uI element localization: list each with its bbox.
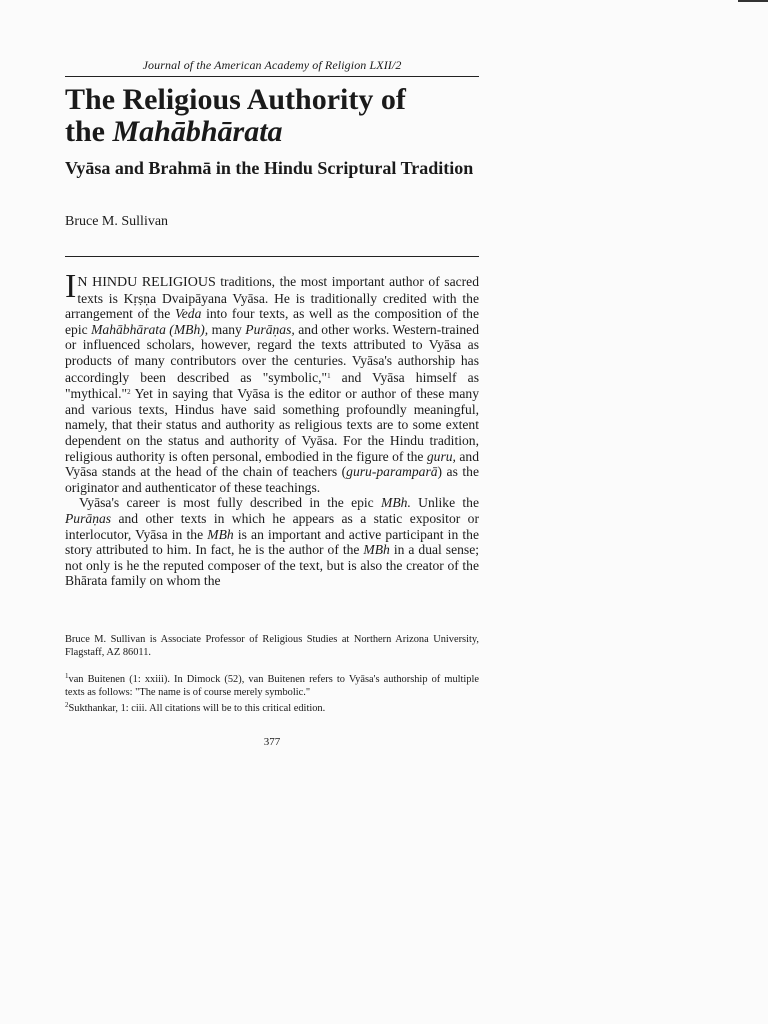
p1-italic-veda: Veda [174, 306, 202, 322]
p1-text-2: into four texts, as well as the composition of the epic [65, 306, 480, 337]
p2-text-4: is an important and active participant in the story attributed to him. In fact, he is the author of the [65, 526, 480, 558]
p1-text-6: Yet in saying that Vyāsa is the editor or author of these many and various texts, Hindus have said something profoundly meaningful, namely, that their status and authority as religious texts are to some extent dependent on the status and authority of Vyāsa. For the Hindu tradition, religious authority is often personal, embodied in the figure of the [65, 386, 479, 464]
body-paragraph-1 [65, 268, 480, 495]
p1-text-4: and other works. Western-trained or influenced scholars, however, regard the texts attributed to Vyāsa as products of many contributors over the centuries. Vyāsa's authorship has accordingly been described as "symbolic," [65, 321, 479, 385]
header-rule [65, 76, 479, 77]
running-head: Journal of the American Academy of Religion LXII/2 [142, 58, 402, 72]
author-bio-note: Bruce M. Sullivan is Associate Professor of Religious Studies at Northern Arizona University, Flagstaff, AZ 86011. [65, 634, 479, 658]
article-subtitle: Vyāsa and Brahmā in the Hindu Scriptural Tradition [65, 158, 474, 178]
p2-italic-mbh-3: MBh [363, 542, 390, 558]
footnote-2-number: 2 [65, 701, 69, 709]
p1-text-8: ) as the originator and authenticator of these teachings. [65, 464, 479, 495]
p1-italic-puranas: Purāṇas, [245, 321, 295, 337]
footnote-2 [65, 699, 479, 716]
p1-text-5: and Vyāsa himself as "mythical." [65, 369, 479, 402]
p2-italic-mbh-2: MBh [207, 526, 234, 542]
body-paragraph-2 [65, 495, 479, 589]
p1-text-3: many [208, 321, 246, 337]
p2-text-5: in a dual sense; not only is he the reputed composer of the text, but is also the creator of the Bhārata family on whom the [65, 542, 480, 589]
footnote-1 [65, 670, 479, 699]
footnote-1-text: van Buitenen (1: xxiii). In Dimock (52), van Buitenen refers to Vyāsa's authorship of multiple texts as follows: "The name is of course merely symbolic." [65, 674, 479, 698]
footnote-2-text: Sukthankar, 1: ciii. All citations will be to this critical edition. [68, 703, 326, 714]
p1-italic-mahabharata: Mahābhārata (MBh), [91, 321, 209, 337]
author-name: Bruce M. Sullivan [65, 214, 169, 229]
p2-text-1: Vyāsa's career is most fully described in the epic [79, 495, 382, 511]
p1-italic-guru: guru, [426, 448, 456, 464]
title-line-2-italic: Mahābhārata [112, 115, 283, 148]
opening-smallcaps: N HINDU RELIGIOUS [77, 275, 216, 290]
p2-text-3: and other texts in which he appears as a static expositor or interlocutor, Vyāsa in the [65, 510, 479, 542]
footnote-ref-2: 2 [127, 388, 131, 397]
article-body [65, 268, 480, 589]
p1-italic-guru-parampara: guru-paramparā [346, 464, 438, 480]
article-title [65, 84, 479, 148]
author-rule [65, 256, 479, 257]
title-line-2-prefix: the [65, 115, 113, 148]
footnotes [65, 670, 479, 716]
p2-text-2: Unlike the [410, 495, 480, 511]
footnote-1-number: 1 [65, 672, 69, 680]
drop-cap: I [65, 268, 77, 305]
p1-text-7: and Vyāsa stands at the head of the chain of teachers ( [65, 448, 479, 480]
p1-text-1: traditions, the most important author of sacred texts is Kṛṣṇa Dvaipāyana Vyāsa. He is traditionally credited with the arrangement of the [65, 274, 479, 322]
footnote-ref-1: 1 [327, 371, 331, 380]
page-number: 377 [263, 736, 281, 748]
p2-italic-mbh-1: MBh. [381, 495, 411, 511]
scan-edge-mark [738, 0, 768, 2]
p2-italic-puranas: Purāṇas [65, 510, 112, 526]
title-line-1: The Religious Authority of [65, 83, 406, 116]
